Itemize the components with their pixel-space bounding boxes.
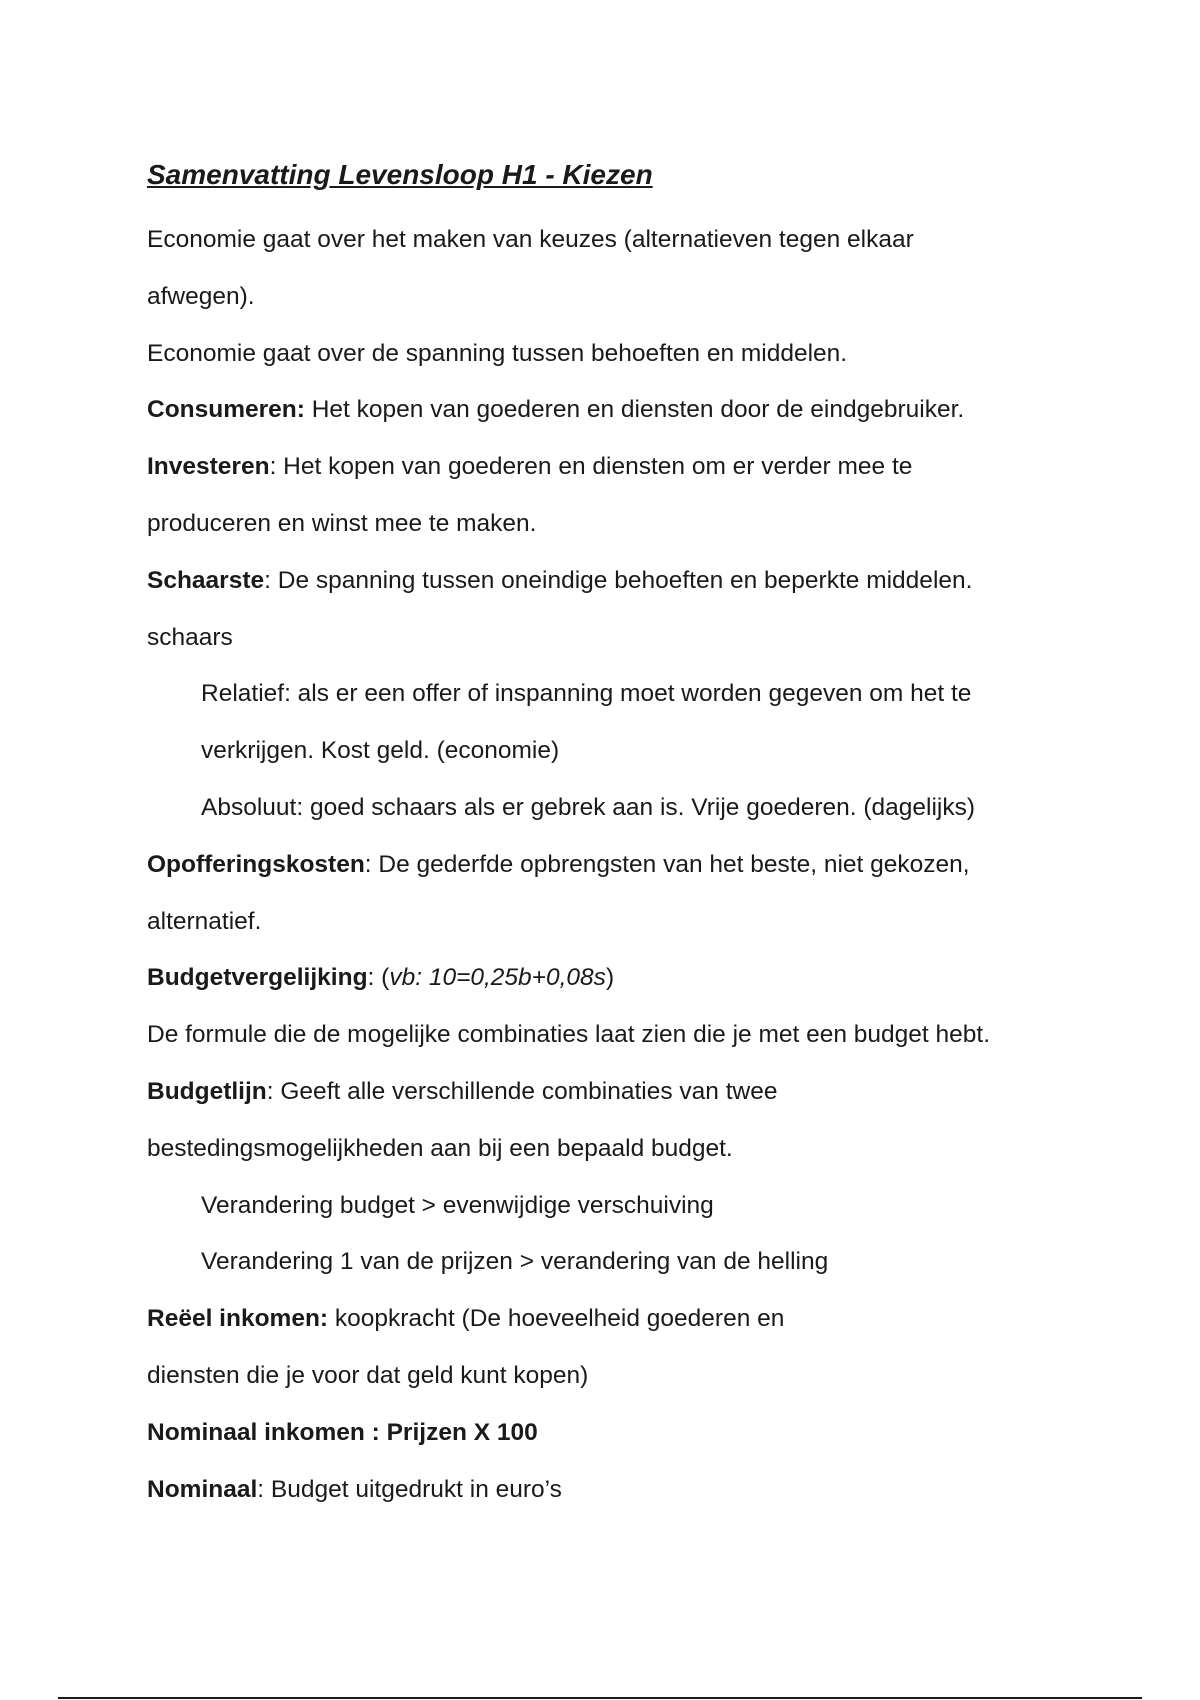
line-text: Verandering budget > evenwijdige verschuiving bbox=[201, 1191, 714, 1219]
line-text: Verandering 1 van de prijzen > verandering van de helling bbox=[201, 1248, 829, 1276]
line-text: bestedingsmogelijkheden aan bij een bepaald budget. bbox=[147, 1134, 733, 1162]
line-text: schaars bbox=[147, 623, 233, 651]
definition-schaarste bbox=[147, 553, 1087, 610]
term: Nominaal bbox=[147, 1475, 258, 1503]
line-text: Relatief: als er een offer of inspanning moet worden gegeven om het te bbox=[201, 680, 972, 708]
definition-text: : Het kopen van goederen en diensten om er verder mee te bbox=[269, 453, 913, 481]
term: Opofferingskosten bbox=[147, 850, 365, 878]
term: Budgetlijn bbox=[147, 1077, 267, 1105]
term: Reëel inkomen: bbox=[147, 1305, 329, 1333]
definition-opofferingskosten bbox=[147, 837, 1087, 894]
term: Budgetvergelijking bbox=[147, 964, 368, 992]
line-text: afwegen). bbox=[147, 282, 255, 310]
definition-text: : De spanning tussen oneindige behoeften en beperkte middelen. bbox=[264, 566, 973, 594]
definition-nominaal-inkomen bbox=[147, 1405, 1087, 1462]
text-line bbox=[147, 894, 1087, 951]
term: Schaarste bbox=[147, 566, 265, 594]
document-title: Samenvatting Levensloop H1 - Kiezen bbox=[147, 159, 653, 190]
indented-line bbox=[147, 780, 1087, 837]
punctuation: : ( bbox=[367, 964, 390, 992]
line-text: produceren en winst mee te maken. bbox=[147, 509, 537, 537]
line-text: Absoluut: goed schaars als er gebrek aan is. Vrije goederen. (dagelijks) bbox=[201, 793, 975, 821]
line-text: Economie gaat over de spanning tussen behoeften en middelen. bbox=[147, 339, 848, 367]
line-text: De formule die de mogelijke combinaties laat zien die je met een budget hebt. bbox=[147, 1021, 991, 1049]
indented-line bbox=[147, 666, 1087, 723]
term: Investeren bbox=[147, 453, 270, 481]
formula: vb: 10=0,25b+0,08s bbox=[389, 964, 606, 992]
text-line bbox=[147, 1348, 1087, 1405]
text-line bbox=[147, 1007, 1087, 1064]
text-line bbox=[147, 1121, 1087, 1178]
indented-line bbox=[147, 1234, 1087, 1291]
line-text: diensten die je voor dat geld kunt kopen) bbox=[147, 1361, 589, 1389]
term: Consumeren: bbox=[147, 396, 305, 424]
line-text: Economie gaat over het maken van keuzes (alternatieven tegen elkaar bbox=[147, 226, 914, 253]
term: Nominaal inkomen : Prijzen X 100 bbox=[147, 1418, 538, 1446]
definition-text: Het kopen van goederen en diensten door de eindgebruiker. bbox=[304, 396, 965, 424]
definition-reeel-inkomen bbox=[147, 1291, 1087, 1348]
definition-investeren bbox=[147, 439, 1087, 496]
punctuation: ) bbox=[605, 964, 615, 992]
definition-text: : De gederfde opbrengsten van het beste, niet gekozen, bbox=[364, 850, 970, 878]
text-line bbox=[147, 212, 1087, 269]
definition-text: : Geeft alle verschillende combinaties van twee bbox=[266, 1077, 778, 1105]
text-line bbox=[147, 610, 1087, 667]
line-text: verkrijgen. Kost geld. (economie) bbox=[201, 737, 560, 765]
indented-line bbox=[147, 1178, 1087, 1235]
text-line bbox=[147, 326, 1087, 383]
definition-text: koopkracht (De hoeveelheid goederen en bbox=[328, 1305, 785, 1333]
text-line bbox=[147, 496, 1087, 553]
line-text: alternatief. bbox=[147, 907, 262, 935]
definition-text: : Budget uitgedrukt in euro’s bbox=[257, 1475, 562, 1503]
definition-budgetvergelijking bbox=[147, 950, 1087, 1007]
indented-line bbox=[147, 723, 1087, 780]
definition-consumeren bbox=[147, 382, 1087, 439]
page-bottom-rule bbox=[58, 1697, 1142, 1699]
definition-nominaal bbox=[147, 1462, 1087, 1519]
document-page bbox=[147, 150, 1087, 1518]
definition-budgetlijn bbox=[147, 1064, 1087, 1121]
text-line bbox=[147, 269, 1087, 326]
